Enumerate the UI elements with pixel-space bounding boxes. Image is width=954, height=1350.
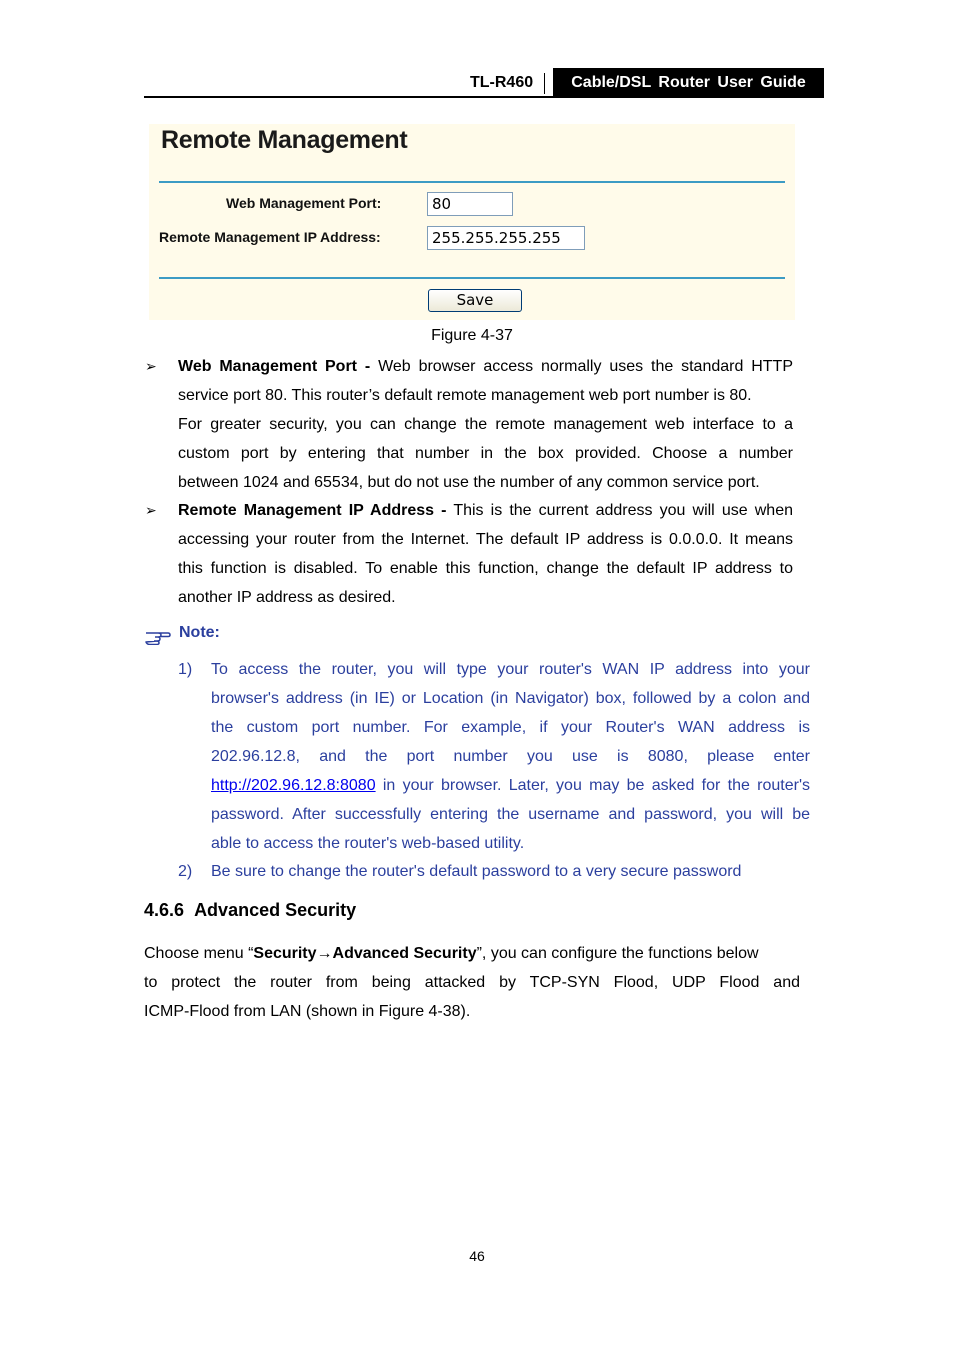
bullet-line: between 1024 and 65534, but do not use the number of any common service port. xyxy=(178,474,760,491)
panel-top-rule xyxy=(159,181,785,183)
figure-caption: Figure 4-37 xyxy=(431,327,513,344)
note-item-number: 2) xyxy=(178,863,193,880)
note-text: in your browser. Later, you may be asked for the router's xyxy=(375,777,810,794)
bullet-text: This is the current address you will use when xyxy=(453,502,794,519)
header-separator xyxy=(544,73,545,94)
intro-line: ICMP-Flood from LAN (shown in Figure 4-38). xyxy=(144,1003,471,1020)
note-line: able to access the router's web-based utility. xyxy=(211,835,525,852)
note-line xyxy=(211,771,810,800)
bullet-line: accessing your router from the Internet. The default IP address is 0.0.0.0. It means xyxy=(178,531,793,548)
note-line: To access the router, you will type your router's WAN IP address into your xyxy=(211,661,810,678)
bullet-term: Remote Management IP Address - xyxy=(178,502,447,519)
header-guide-title: Cable/DSL Router User Guide xyxy=(553,68,824,98)
section-title: Advanced Security xyxy=(194,900,357,920)
remote-management-panel xyxy=(149,124,795,320)
bullet-line xyxy=(178,496,793,525)
header-rule xyxy=(144,96,824,98)
bullet-text: Web browser access normally uses the standard HTTP xyxy=(378,358,794,375)
note-line: 202.96.12.8, and the port number you use is 8080, please enter xyxy=(211,748,810,765)
bullet-web-port xyxy=(178,352,793,497)
bullet-line: custom port by entering that number in the box provided. Choose a number xyxy=(178,445,793,462)
intro-line xyxy=(144,939,800,968)
ip-address-label: Remote Management IP Address: xyxy=(159,229,381,245)
bullet-line: For greater security, you can change the remote management web interface to a xyxy=(178,416,793,433)
page-number: 46 xyxy=(469,1248,485,1264)
intro-text: Choose menu “ xyxy=(144,945,254,962)
note-line: the custom port number. For example, if your Router's WAN address is xyxy=(211,719,810,736)
panel-title: Remote Management xyxy=(161,126,408,154)
web-port-label: Web Management Port: xyxy=(226,195,382,211)
note-label: Note: xyxy=(179,624,220,641)
bullet-ip-address xyxy=(178,496,793,612)
ip-address-input[interactable]: 255.255.255.255 xyxy=(427,226,585,250)
note-item-number: 1) xyxy=(178,661,193,678)
header-model: TL-R460 xyxy=(470,74,534,91)
section-intro xyxy=(144,939,800,1026)
note-line: password. After successfully entering the username and password, you will be xyxy=(211,806,810,823)
note-line: browser's address (in IE) or Location (in Navigator) box, followed by a colon and xyxy=(211,690,810,707)
menu-path: Security→Advanced Security xyxy=(253,945,477,962)
bullet-arrow-icon: ➢ xyxy=(145,358,157,374)
note-item-1 xyxy=(211,655,810,858)
save-button[interactable]: Save xyxy=(428,289,522,312)
note-item-2: Be sure to change the router's default password to a very secure password xyxy=(211,863,742,880)
example-url-link[interactable]: http://202.96.12.8:8080 xyxy=(211,777,376,794)
bullet-term: Web Management Port - xyxy=(178,358,371,375)
pointing-hand-icon xyxy=(145,627,171,645)
panel-bottom-rule xyxy=(159,277,785,279)
intro-text: ”, you can configure the functions below xyxy=(476,945,759,962)
bullet-line: this function is disabled. To enable this function, change the default IP address to xyxy=(178,560,793,577)
web-port-input[interactable]: 80 xyxy=(427,192,513,216)
bullet-arrow-icon: ➢ xyxy=(145,502,157,518)
bullet-line xyxy=(178,352,793,381)
bullet-line: another IP address as desired. xyxy=(178,589,396,606)
section-number: 4.6.6 xyxy=(144,900,185,920)
bullet-line: service port 80. This router’s default remote management web port number is 80. xyxy=(178,387,752,404)
intro-line: to protect the router from being attacked by TCP-SYN Flood, UDP Flood and xyxy=(144,974,800,991)
section-heading xyxy=(144,900,356,921)
